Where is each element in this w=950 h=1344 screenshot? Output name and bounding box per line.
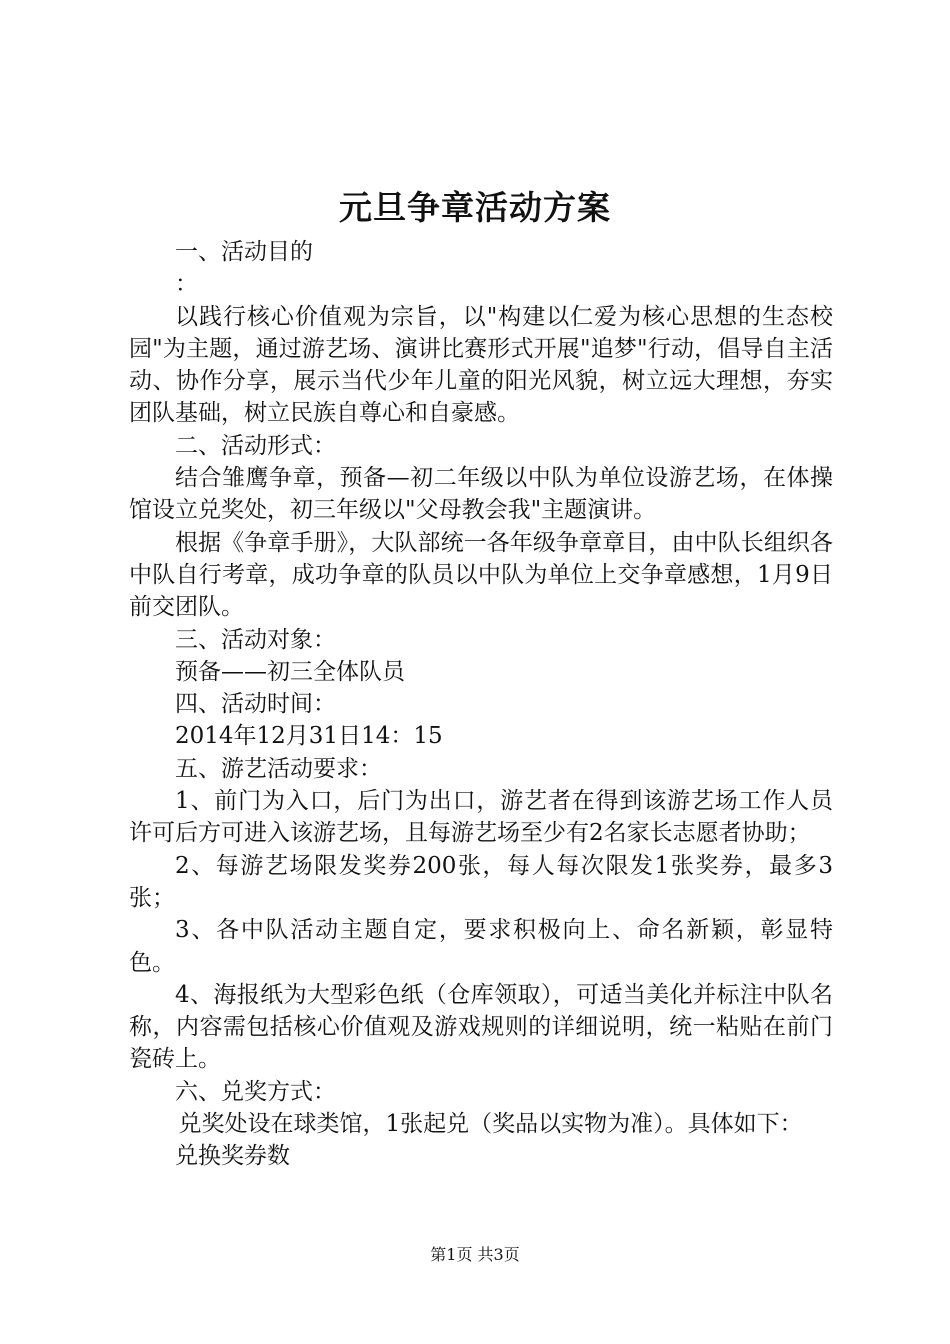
- document-title: 元旦争章活动方案: [339, 188, 611, 227]
- time-text: 2014年12月31日14：15: [175, 723, 443, 750]
- section-heading-redemption: 六、兑奖方式：: [175, 1078, 336, 1105]
- section-heading-format: 二、活动形式：: [175, 432, 336, 459]
- redemption-paragraph: 兑奖处设在球类馆，1张起兑（奖品以实物为准）。具体如下：: [178, 1111, 803, 1138]
- section-heading-purpose: 一、活动目的: [175, 239, 313, 265]
- redemption-table-label: 兑换奖券数: [175, 1143, 290, 1170]
- section-heading-participants: 三、活动对象：: [175, 626, 336, 653]
- requirement-item-2: 2、每游艺场限发奖券200张，每人每次限发1张奖券，最多3张；: [129, 852, 833, 911]
- page-footer: 第1页 共3页: [430, 1245, 520, 1264]
- colon-line: ：: [175, 271, 198, 298]
- section-heading-time: 四、活动时间：: [175, 691, 336, 718]
- document-body: [129, 236, 833, 1173]
- format-paragraph-1: 结合雏鹰争章，预备—初二年级以中队为单位设游艺场，在体操馆设立兑奖处，初三年级以"父母教会我"主题演讲。: [129, 465, 833, 524]
- format-paragraph-2: 根据《争章手册》，大队部统一各年级争章章目，由中队长组织各中队自行考章，成功争章的队员以中队为单位上交争章感想，1月9日前交团队。: [129, 529, 833, 621]
- requirement-item-1: 1、前门为入口，后门为出口，游艺者在得到该游艺场工作人员许可后方可进入该游艺场，且每游艺场至少有2名家长志愿者协助；: [129, 788, 833, 847]
- participants-text: 预备——初三全体队员: [175, 658, 405, 685]
- purpose-paragraph: 以践行核心价值观为宗旨，以"构建以仁爱为核心思想的生态校园"为主题，通过游艺场、演讲比赛形式开展"追梦"行动，倡导自主活动、协作分享，展示当代少年儿童的阳光风貌，树立远大理想，夯实团队基础，树立民族自尊心和自豪感。: [129, 303, 833, 427]
- requirement-item-3: 3、各中队活动主题自定，要求积极向上、命名新颖，彰显特色。: [129, 917, 833, 976]
- requirement-item-4: 4、海报纸为大型彩色纸（仓库领取），可适当美化并标注中队名称，内容需包括核心价值观及游戏规则的详细说明，统一粘贴在前门瓷砖上。: [129, 981, 833, 1073]
- section-heading-requirements: 五、游艺活动要求：: [175, 755, 382, 782]
